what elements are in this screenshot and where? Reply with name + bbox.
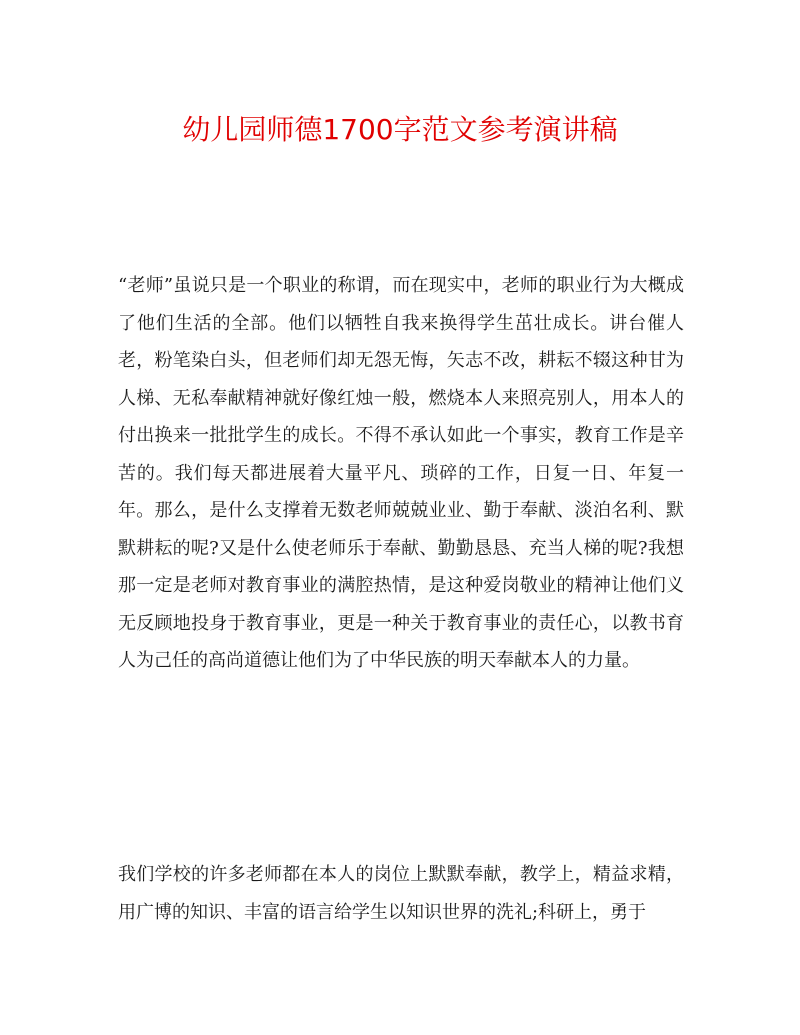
body-paragraph-2: 我们学校的许多老师都在本人的岗位上默默奉献，教学上，精益求精，用广博的知识、丰富的语言给学生以知识世界的洗礼;科研上，勇于 (118, 864, 684, 923)
document-title: 幼儿园师德1700字范文参考演讲稿 (182, 113, 618, 146)
body-paragraph-1: “老师”虽说只是一个职业的称谓，而在现实中，老师的职业行为大概成了他们生活的全部。他们以牺牲自我来换得学生茁壮成长。讲台催人老，粉笔染白头，但老师们却无怨无悔，矢志不改，耕耘不辍这种甘为人梯、无私奉献精神就好像红烛一般，燃烧本人来照亮别人，用本人的付出换来一批批学生的成长。不得不承认如此一个事实，教育工作是辛苦的。我们每天都进展着大量平凡、琐碎的工作，日复一日、年复一年。那么，是什么支撑着无数老师兢兢业业、勤于奉献、淡泊名利、默默耕耘的呢?又是什么使老师乐于奉献、勤勤恳恳、充当人梯的呢?我想那一定是老师对教育事业的满腔热情，是这种爱岗敬业的精神让他们义无反顾地投身于教育事业，更是一种关于教育事业的责任心，以教书育人为己任的高尚道德让他们为了中华民族的明天奉献本人的力量。 (118, 275, 684, 671)
